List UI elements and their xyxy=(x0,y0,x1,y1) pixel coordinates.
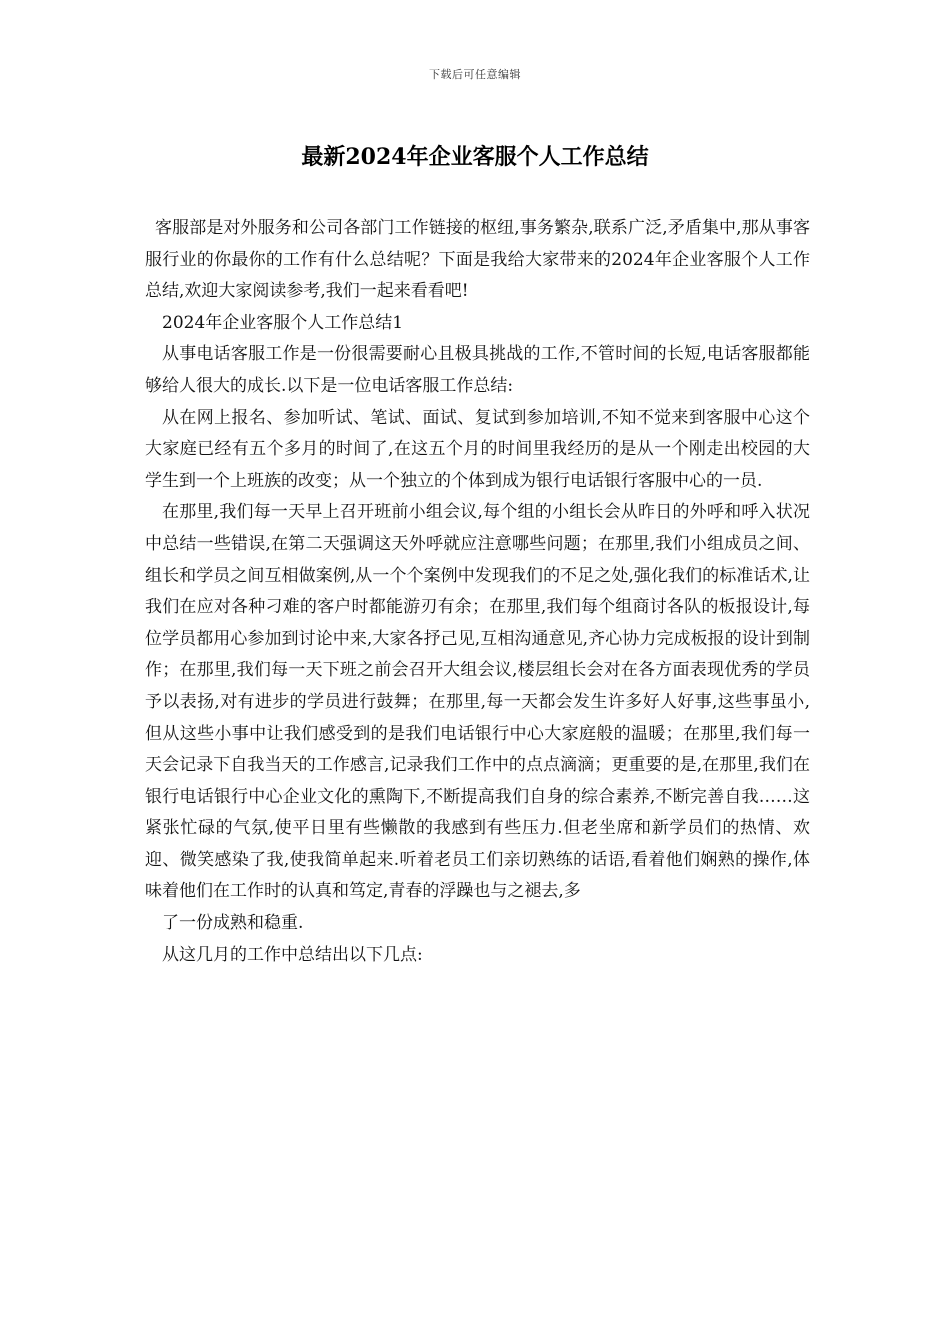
intro-paragraph: 客服部是对外服务和公司各部门工作链接的枢纽,事务繁杂,联系广泛,矛盾集中,那从事客服行业的你最你的工作有什么总结呢？下面是我给大家带来的2024年企业客服个人工作总结,欢迎大家阅读参考,我们一起来看看吧! xyxy=(145,218,810,302)
body-paragraph: 从事电话客服工作是一份很需要耐心且极具挑战的工作,不管时间的长短,电话客服都能够给人很大的成长.以下是一位电话客服工作总结: xyxy=(145,344,810,396)
body-paragraph: 从这几月的工作中总结出以下几点: xyxy=(162,944,423,965)
body-paragraph: 从在网上报名、参加听试、笔试、面试、复试到参加培训,不知不觉来到客服中心这个大家庭已经有五个多月的时间了,在这五个月的时间里我经历的是从一个刚走出校园的大学生到一个上班族的改变；从一个独立的个体到成为银行电话银行客服中心的一员. xyxy=(145,407,810,491)
page-header-note: 下载后可任意编辑 xyxy=(429,68,521,81)
document-title: 最新2024年企业客服个人工作总结 xyxy=(301,144,649,170)
document-body xyxy=(145,213,810,971)
body-paragraph: 了一份成熟和稳重. xyxy=(162,913,304,934)
body-paragraph: 在那里,我们每一天早上召开班前小组会议,每个组的小组长会从昨日的外呼和呼入状况中总结一些错误,在第二天强调这天外呼就应注意哪些问题；在那里,我们小组成员之间、组长和学员之间互相做案例,从一个个案例中发现我们的不足之处,强化我们的标准话术,让我们在应对各种刁难的客户时都能游刃有余；在那里,我们每个组商讨各队的板报设计,每位学员都用心参加到讨论中来,大家各抒己见,互相沟通意见,齐心协力完成板报的设计到制作；在那里,我们每一天下班之前会召开大组会议,楼层组长会对在各方面表现优秀的学员予以表扬,对有进步的学员进行鼓舞；在那里,每一天都会发生许多好人好事,这些事虽小,但从这些小事中让我们感受到的是我们电话银行中心大家庭般的温暖；在那里,我们每一天会记录下自我当天的工作感言,记录我们工作中的点点滴滴；更重要的是,在那里,我们在银行电话银行中心企业文化的熏陶下,不断提高我们自身的综合素养,不断完善自我……这紧张忙碌的气氛,使平日里有些懒散的我感到有些压力.但老坐席和新学员们的热情、欢迎、微笑感染了我,使我简单起来.听着老员工们亲切熟练的话语,看着他们娴熟的操作,体味着他们在工作时的认真和笃定,青春的浮躁也与之褪去,多 xyxy=(145,502,810,902)
section-heading: 2024年企业客服个人工作总结1 xyxy=(162,312,404,333)
